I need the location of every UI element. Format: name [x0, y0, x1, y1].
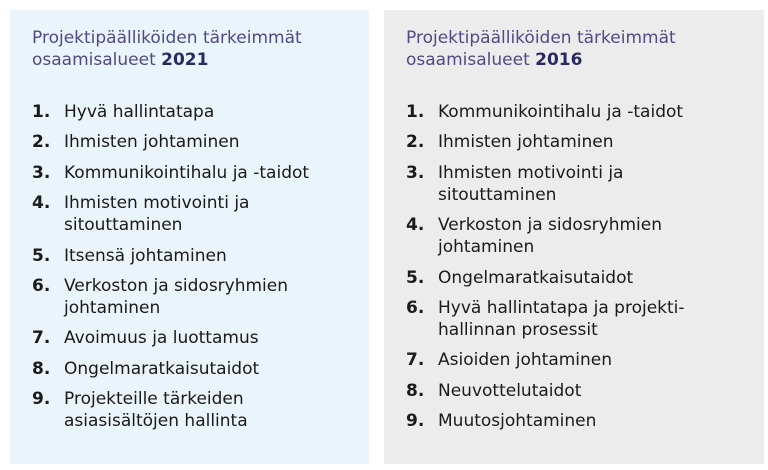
list-item	[406, 297, 744, 341]
ranking-list-2021	[32, 101, 349, 432]
list-item	[32, 388, 349, 432]
list-item-text: Ihmisten motivointi ja sitouttaminen	[438, 162, 624, 205]
list-item-text: Ihmisten johtaminen	[64, 132, 240, 153]
list-item-number: 1.	[32, 102, 51, 122]
list-item-number: 7.	[406, 350, 425, 371]
list-item	[32, 275, 349, 319]
ranking-list-2016	[406, 101, 744, 432]
list-item	[32, 327, 349, 349]
list-item	[406, 101, 744, 123]
list-item-number: 4.	[406, 215, 425, 236]
panel-2016	[384, 10, 764, 464]
list-item	[406, 410, 744, 432]
list-item	[406, 349, 744, 371]
list-item-number: 9.	[32, 389, 51, 410]
list-item	[32, 101, 349, 123]
list-item-text: Verkoston ja sidosryhmien johtaminen	[438, 215, 663, 258]
list-item-text: Ongelmaratkaisutaidot	[64, 358, 260, 379]
list-item	[406, 380, 744, 402]
heading-year-2021: 2021	[161, 50, 209, 70]
panel-heading-2021	[32, 27, 349, 71]
list-item-text: Itsensä johtaminen	[64, 245, 227, 266]
list-item-text: Hyvä hallintatapa ja projekti- hallinnan prosessit	[438, 297, 685, 340]
list-item	[406, 131, 744, 153]
list-item-text: Neuvottelutaidot	[438, 380, 582, 401]
list-item-number: 2.	[32, 132, 51, 153]
list-item	[32, 192, 349, 236]
list-item-number: 6.	[32, 275, 51, 296]
list-item-number: 6.	[406, 297, 425, 318]
list-item-text: Ongelmaratkaisutaidot	[438, 267, 634, 288]
list-item-number: 5.	[406, 267, 425, 288]
list-item-number: 5.	[32, 245, 51, 266]
list-item-text: Projekteille tärkeiden asiasisältöjen hallinta	[64, 389, 248, 432]
list-item-text: Avoimuus ja luottamus	[64, 328, 259, 349]
list-item-text: Hyvä hallintatapa	[64, 102, 215, 122]
heading-title-2021: Projektipäälliköiden tärkeimmät osaamisalueet	[32, 28, 302, 70]
list-item	[32, 245, 349, 267]
list-item-number: 3.	[406, 162, 425, 183]
list-item-text: Muutosjohtaminen	[438, 411, 597, 432]
list-item-number: 1.	[406, 102, 425, 122]
list-item-number: 9.	[406, 411, 425, 432]
list-item	[406, 267, 744, 289]
list-item	[32, 131, 349, 153]
list-item	[406, 162, 744, 206]
list-item-number: 8.	[406, 380, 425, 401]
list-item-number: 2.	[406, 132, 425, 153]
list-item-number: 3.	[32, 162, 51, 183]
list-item-text: Kommunikointihalu ja -taidot	[438, 102, 684, 122]
list-item-text: Kommunikointihalu ja -taidot	[64, 162, 310, 183]
list-item-text: Asioiden johtaminen	[438, 350, 613, 371]
panel-heading-2016	[406, 27, 744, 71]
heading-year-2016: 2016	[535, 50, 583, 70]
list-item-text: Ihmisten johtaminen	[438, 132, 614, 153]
list-item	[32, 358, 349, 380]
list-item-number: 8.	[32, 358, 51, 379]
list-item-number: 7.	[32, 328, 51, 349]
panel-2021	[10, 10, 369, 464]
list-item-number: 4.	[32, 193, 51, 214]
heading-title-2016: Projektipäälliköiden tärkeimmät osaamisalueet	[406, 28, 676, 70]
list-item	[32, 162, 349, 184]
list-item	[406, 214, 744, 258]
list-item-text: Ihmisten motivointi ja sitouttaminen	[64, 193, 250, 236]
list-item-text: Verkoston ja sidosryhmien johtaminen	[64, 275, 289, 318]
